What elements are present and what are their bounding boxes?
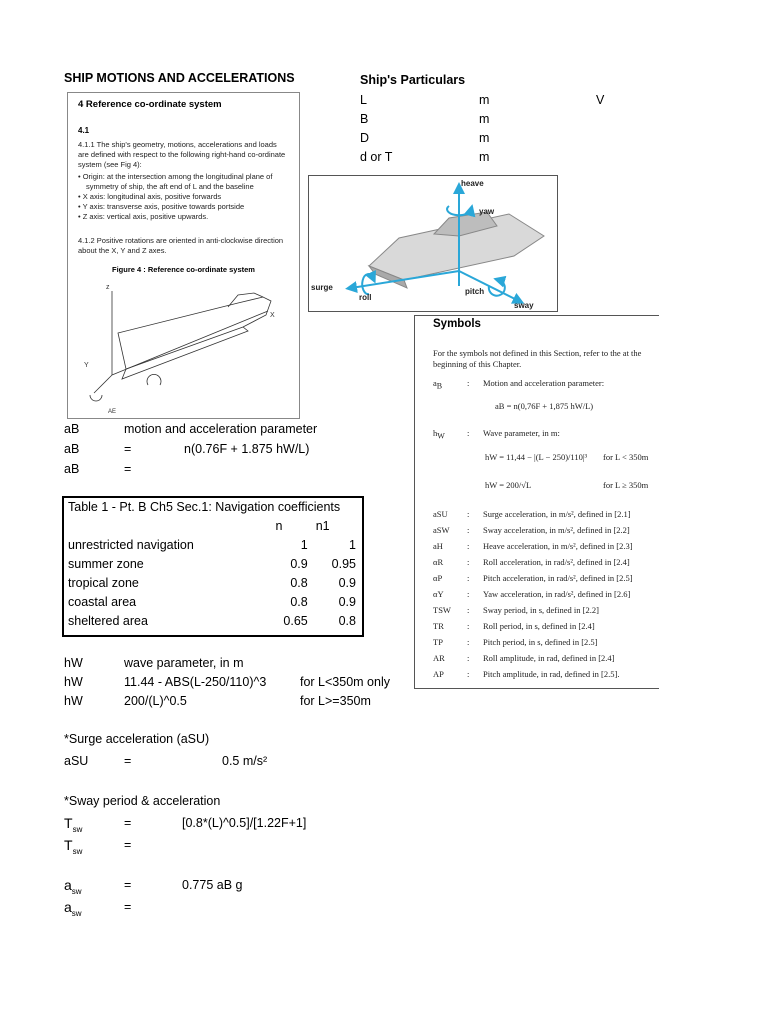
particular-unit: m (479, 150, 490, 164)
tsw-symbol (64, 836, 82, 854)
symbol-item (433, 637, 443, 647)
particular-label: L (360, 93, 367, 107)
ref-bullet: • Z axis: vertical axis, positive upwards. (78, 212, 209, 221)
ab-symbol: aB (64, 422, 80, 436)
symbol-colon: : (467, 653, 470, 663)
axis-ae-label: AE (108, 409, 117, 415)
table-row (64, 536, 360, 555)
symbol-item (433, 557, 443, 567)
ab-equals: = (124, 462, 132, 476)
symbols-intro: For the symbols not defined in this Section, refer to the at the beginning of this Chapter. (433, 348, 642, 369)
surge-block (64, 730, 364, 774)
symbol-name: AP (433, 669, 444, 679)
symbol-desc: Heave acceleration, in m/s², defined in [2.3] (483, 541, 633, 551)
table-row (64, 612, 360, 631)
symbol-colon: : (467, 557, 470, 567)
symbol-name: TP (433, 637, 443, 647)
table-row (64, 574, 360, 593)
sway-label: sway (514, 301, 534, 310)
table-cell: 0.8 (290, 595, 308, 609)
symbol-desc: Pitch amplitude, in rad, defined in [2.5]. (483, 669, 620, 679)
symbol-item (433, 621, 444, 631)
symbols-title: Symbols (433, 318, 481, 330)
table-row (64, 555, 360, 574)
table-cell: coastal area (68, 595, 137, 609)
symbol-colon: : (467, 509, 470, 519)
symbol-item (433, 653, 445, 663)
asw-symbol-letter: a (64, 899, 72, 915)
symbol-name: αP (433, 573, 443, 583)
asw-symbol (64, 898, 82, 916)
table-row (64, 593, 360, 612)
symbol-item (433, 573, 442, 583)
ab-block (64, 420, 404, 480)
asw-symbol-letter: a (64, 877, 72, 893)
table-header (64, 517, 264, 536)
symbol-hw-formula-1-cond: for L < 350m (603, 452, 649, 462)
symbol-item (433, 525, 450, 535)
ref-bullets (78, 172, 288, 222)
asw-subscript: sw (71, 886, 82, 896)
table-cell: 0.9 (338, 576, 356, 590)
symbol-hw-colon: : (467, 428, 470, 438)
symbol-name: TSW (433, 605, 451, 615)
particular-label: D (360, 131, 370, 145)
ab-symbol: aB (64, 442, 80, 456)
table-cell: tropical zone (68, 576, 139, 590)
symbol-desc: Roll amplitude, in rad, defined in [2.4] (483, 653, 615, 663)
ref-paragraph-1: 4.1.1 The ship's geometry, motions, accelerations and loads are defined with respect to the following right-hand co-ordinate system (see Fig 4): (78, 140, 286, 169)
page-title: SHIP MOTIONS AND ACCELERATIONS (64, 71, 295, 85)
coordinate-ship-drawing (68, 275, 299, 415)
symbol-name: AR (433, 653, 445, 663)
sway-block (64, 792, 384, 922)
tsw-symbol-letter: T (64, 815, 73, 831)
table-cell: 0.65 (283, 614, 308, 628)
ships-particulars (360, 71, 660, 171)
table-cell: 0.9 (338, 595, 356, 609)
symbol-hw-desc: Wave parameter, in m: (483, 428, 560, 438)
ref-bullet-text: Origin: at the intersection among the longitudinal plane of symmetry of ship, the aft end of L and the baseline (82, 172, 273, 191)
symbol-colon: : (467, 573, 470, 583)
symbol-desc: Roll acceleration, in rad/s², defined in [2.4] (483, 557, 630, 567)
symbol-name: aSU (433, 509, 448, 519)
table-header: n (275, 519, 283, 533)
symbols-image (414, 315, 659, 689)
symbol-hw-formula-2-cond: for L ≥ 350m (603, 480, 649, 490)
symbol-desc: Pitch acceleration, in rad/s², defined in [2.5] (483, 573, 633, 583)
heave-label: heave (461, 179, 484, 188)
symbol-desc: Pitch period, in s, defined in [2.5] (483, 637, 598, 647)
symbol-ab-formula: aB = n(0,76F + 1,875 hW/L) (495, 401, 594, 411)
table-cell: 1 (349, 538, 356, 552)
symbol-item (433, 589, 444, 599)
particulars-heading: Ship's Particulars (360, 73, 466, 87)
ref-bullet: • X axis: longitudinal axis, positive forwards (78, 192, 222, 201)
symbol-desc: Sway period, in s, defined in [2.2] (483, 605, 599, 615)
symbol-ab: $a_B$ (433, 378, 443, 391)
symbol-item (433, 605, 451, 615)
axis-x-label: X (270, 312, 275, 319)
table-cell: sheltered area (68, 614, 148, 628)
symbol-name: aH (433, 541, 443, 551)
hw-formula: 11.44 - ABS(L-250/110)^3 (124, 675, 267, 689)
symbol-hw: $h_W$ (433, 428, 445, 441)
ref-bullet: • Origin: at the intersection among the longitudinal plane of symmetry of ship, the aft end of L and the baseline (78, 172, 273, 191)
symbol-name: αR (433, 557, 444, 567)
ref-paragraph-2: 4.1.2 Positive rotations are oriented in anti-clockwise direction about the X, Y and Z axes. (78, 236, 284, 255)
symbol-desc: Yaw acceleration, in rad/s², defined in [2.6] (483, 589, 631, 599)
ab-description: motion and acceleration parameter (124, 422, 318, 436)
symbol-ab-colon: : (467, 378, 470, 388)
hw-condition: for L<350m only (300, 675, 390, 689)
symbol-name: TR (433, 621, 444, 631)
ref-subsection: 4.1 (78, 126, 90, 135)
symbol-colon: : (467, 621, 470, 631)
symbol-ab-desc: Motion and acceleration parameter: (483, 378, 605, 388)
axis-z-label: z (106, 284, 110, 291)
ab-symbol: aB (64, 462, 80, 476)
particular-label: B (360, 112, 369, 126)
ab-formula: n(0.76F + 1.875 hW/L) (184, 442, 310, 456)
symbol-item (433, 509, 448, 519)
navigation-table (64, 498, 360, 631)
tsw-subscript: sw (72, 846, 83, 856)
axis-y-label: Y (84, 362, 89, 369)
sway-heading: *Sway period & acceleration (64, 794, 221, 808)
hw-condition: for L>=350m (300, 694, 371, 708)
ship-motions-drawing (309, 176, 557, 311)
symbol-hw-formula-1: hW = 11,44 − |(L − 250)/110|³ (485, 452, 588, 462)
tsw-subscript: sw (72, 824, 83, 834)
surge-label: surge (311, 283, 333, 292)
symbol-colon: : (467, 669, 470, 679)
table-cell: 1 (300, 538, 308, 552)
ref-bullet-text: Y axis: transverse axis, positive towards portside (82, 202, 245, 211)
hw-formula: 200/(L)^0.5 (124, 694, 187, 708)
tsw-symbol (64, 814, 82, 832)
symbol-colon: : (467, 525, 470, 535)
symbol-item (433, 541, 443, 551)
ref-bullet-text: X axis: longitudinal axis, positive forwards (82, 192, 222, 201)
symbol-name: αY (433, 589, 444, 599)
tsw-equals: = (124, 816, 132, 830)
symbol-hw-formula-2: hW = 200/√L (485, 480, 532, 490)
asw-symbol (64, 876, 82, 894)
table-cell: 0.9 (290, 557, 308, 571)
symbol-colon: : (467, 637, 470, 647)
surge-heading: *Surge acceleration (aSU) (64, 732, 210, 746)
surge-symbol: aSU (64, 754, 89, 768)
symbol-name: aSW (433, 525, 450, 535)
hw-description: wave parameter, in m (124, 656, 244, 670)
particular-unit: m (479, 112, 490, 126)
hw-block (64, 654, 404, 714)
tsw-equals: = (124, 838, 132, 852)
asw-formula: 0.775 aB g (182, 878, 243, 892)
table-header: n1 (315, 519, 330, 533)
reference-coordinate-image (67, 92, 300, 419)
tsw-symbol-letter: T (64, 837, 73, 853)
asw-equals: = (124, 900, 132, 914)
pitch-label: pitch (465, 287, 485, 296)
particular-label: d or T (360, 150, 393, 164)
table-cell: 0.95 (331, 557, 356, 571)
surge-value: 0.5 m/s² (222, 754, 268, 768)
table-cell: summer zone (68, 557, 144, 571)
particular-extra: V (596, 93, 605, 107)
symbol-colon: : (467, 541, 470, 551)
yaw-label: yaw (479, 207, 495, 216)
surge-equals: = (124, 754, 132, 768)
hw-symbol: hW (64, 675, 83, 689)
ref-section-title: 4 Reference co-ordinate system (78, 99, 222, 110)
symbol-item (433, 669, 444, 679)
ship-motions-image (308, 175, 558, 312)
symbol-desc: Roll period, in s, defined in [2.4] (483, 621, 595, 631)
ref-bullet: • Y axis: transverse axis, positive towards portside (78, 202, 245, 211)
symbol-desc: Sway acceleration, in m/s², defined in [2.2] (483, 525, 630, 535)
hw-symbol: hW (64, 694, 83, 708)
tsw-formula: [0.8*(L)^0.5]/[1.22F+1] (182, 816, 307, 830)
symbol-desc: Surge acceleration, in m/s², defined in [2.1] (483, 509, 631, 519)
symbol-colon: : (467, 605, 470, 615)
table-cell: 0.8 (338, 614, 356, 628)
particular-unit: m (479, 93, 490, 107)
figure-caption: Figure 4 : Reference co-ordinate system (112, 265, 255, 274)
asw-equals: = (124, 878, 132, 892)
table-cell: 0.8 (290, 576, 308, 590)
ref-bullet-text: Z axis: vertical axis, positive upwards. (82, 212, 209, 221)
hw-symbol: hW (64, 656, 83, 670)
table-title: Table 1 - Pt. B Ch5 Sec.1: Navigation coefficients (68, 500, 341, 514)
table-cell: unrestricted navigation (68, 538, 194, 552)
roll-label: roll (359, 293, 372, 302)
asw-subscript: sw (71, 908, 82, 918)
ab-equals: = (124, 442, 132, 456)
symbol-colon: : (467, 589, 470, 599)
particular-unit: m (479, 131, 490, 145)
